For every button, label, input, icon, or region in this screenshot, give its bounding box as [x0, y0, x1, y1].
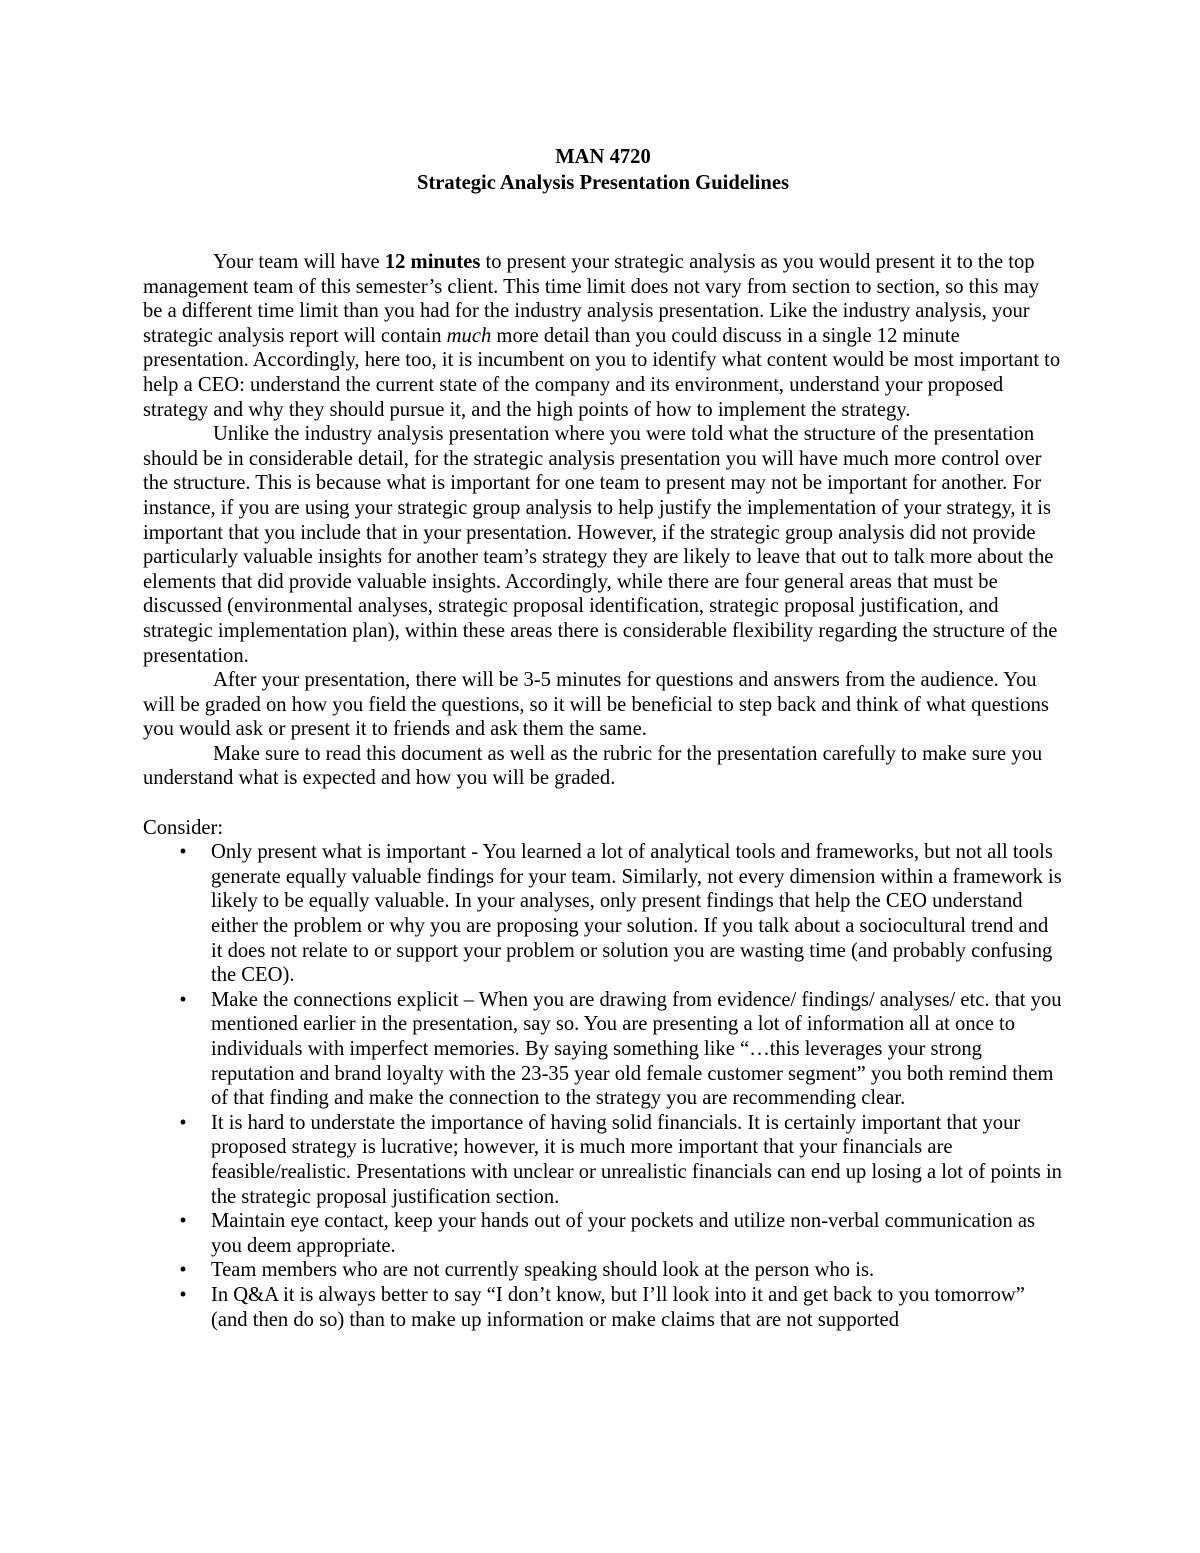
list-item [143, 1258, 1063, 1283]
body-text [143, 250, 1063, 791]
list-item-text: In Q&A it is always better to say “I don’t know, but I’ll look into it and get back to you tomorrow” (and then do so) than to make up information or make claims that are not supported [211, 1283, 1025, 1331]
bullet-icon: • [179, 1111, 187, 1134]
intro-text-end: more detail than you could discuss in a single 12 minute presentation. Accordingly, here too, it is incumbent on you to identify what content would be most important to help a CEO: understand the current state of the company and its environment, understand your proposed strategy and why they should pursue it, and the high points of how to implement the strategy. [143, 324, 1061, 421]
time-limit-emphasis: 12 minutes [384, 251, 481, 273]
consider-section [143, 816, 1063, 1332]
list-item-text: Only present what is important - You learned a lot of analytical tools and frameworks, but not all tools generate equally valuable findings for your team. Similarly, not every dimension within a framework is likely to be equally valuable. In your analyses, only present findings that help the CEO understand either the problem or why you are proposing your solution. If you talk about a sociocultural trend and it does not relate to or support your problem or solution you are wasting time (and probably confusing the CEO). [211, 841, 1062, 987]
list-item-text: Maintain eye contact, keep your hands out of your pockets and utilize non-verbal communication as you deem appropriate. [211, 1210, 1036, 1257]
page-content [143, 144, 1063, 1332]
document-title: Strategic Analysis Presentation Guidelines [416, 172, 790, 194]
paragraph-qa: After your presentation, there will be 3-5 minutes for questions and answers from the audience. You will be graded on how you field the questions, so it will be beneficial to step back and think of what questions you would ask or present it to friends and ask them the same. [143, 669, 1049, 741]
list-item [143, 1209, 1063, 1258]
bullet-icon: • [179, 1283, 187, 1306]
intro-text-middle: to present your strategic analysis as you would present it to the top management team of this semester’s client. This time limit does not vary from section to section, so this may be a different time limit than you had for the industry analysis presentation. Like the industry analysis, your strategic analysis report will contain [143, 251, 1040, 347]
much-emphasis: much [446, 324, 492, 347]
list-item [143, 840, 1063, 988]
paragraph-intro [143, 250, 1063, 422]
bullet-icon: • [179, 988, 187, 1011]
list-item [143, 1111, 1063, 1209]
list-item-text: Make the connections explicit – When you are drawing from evidence/ findings/ analyses/ etc. that you mentioned earlier in the presentation, say so. You are presenting a lot of information all at once to individuals with imperfect memories. By saying something like “…this leverages your strong reputation and brand loyalty with the 23-35 year old female customer segment” you both remind them of that finding and make the connection to the strategy you are recommending clear. [211, 988, 1062, 1110]
list-item [143, 988, 1063, 1111]
document-header [143, 144, 1063, 196]
list-item-text: It is hard to understate the importance of having solid financials. It is certainly important that your proposed strategy is lucrative; however, it is much more important that your financials are feasible/realistic. Presentations with unclear or unrealistic financials can end up losing a lot of points in the strategic proposal justification section. [211, 1111, 1062, 1208]
bullet-icon: • [179, 1259, 187, 1282]
consider-label: Consider: [143, 816, 224, 839]
intro-text-start: Your team will have [213, 251, 385, 273]
consider-list [143, 840, 1063, 1332]
paragraph-rubric: Make sure to read this document as well as the rubric for the presentation carefully to make sure you understand what is expected and how you will be graded. [143, 742, 1043, 790]
bullet-icon: • [179, 841, 187, 864]
course-code: MAN 4720 [555, 146, 651, 168]
bullet-icon: • [179, 1210, 187, 1233]
list-item [143, 1283, 1063, 1332]
list-item-text: Team members who are not currently speaking should look at the person who is. [211, 1259, 875, 1282]
paragraph-structure: Unlike the industry analysis presentation where you were told what the structure of the presentation should be in considerable detail, for the strategic analysis presentation you will have much more control over the structure. This is because what is important for one team to present may not be important for another. For instance, if you are using your strategic group analysis to help justify the implementation of your strategy, it is important that you include that in your presentation. However, if the strategic group analysis did not provide particularly valuable insights for another team’s strategy they are likely to leave that out to talk more about the elements that did provide valuable insights. Accordingly, while there are four general areas that must be discussed (environmental analyses, strategic proposal identification, strategic proposal justification, and strategic implementation plan), within these areas there is considerable flexibility regarding the structure of the presentation. [143, 423, 1058, 667]
